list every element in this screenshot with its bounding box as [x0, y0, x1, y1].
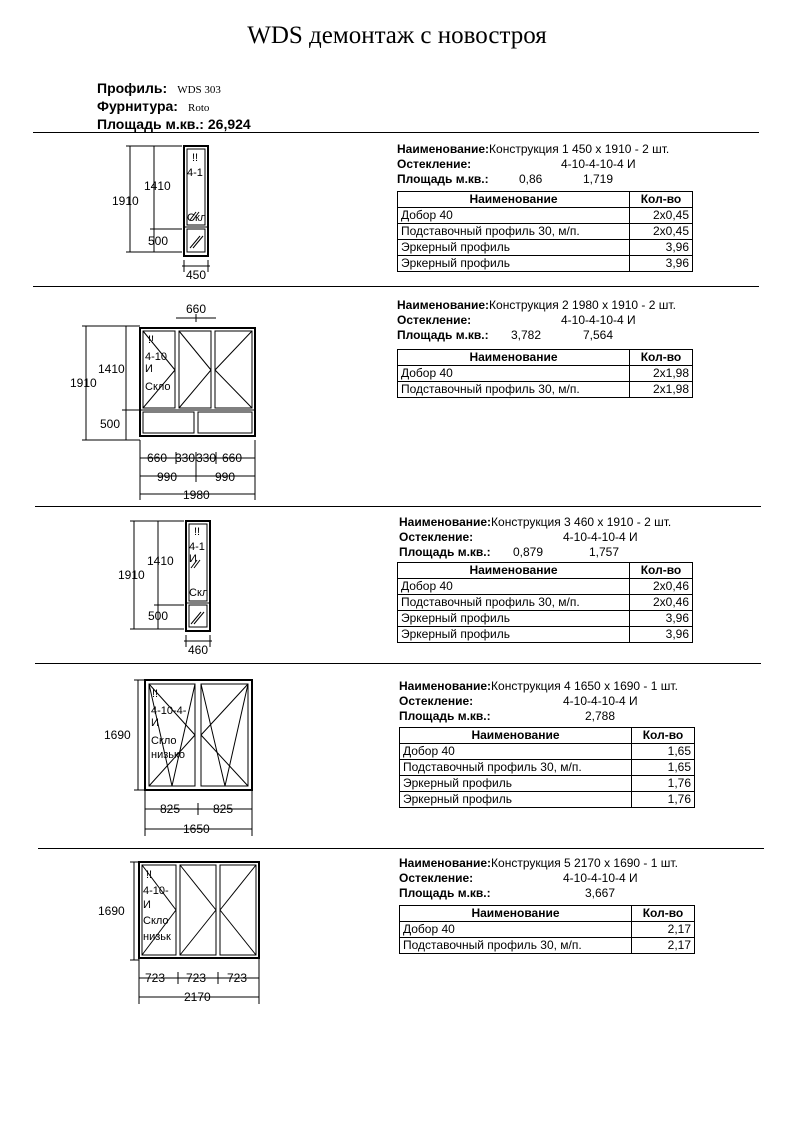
pane-glass: Скло — [143, 915, 169, 927]
col-name-header: Наименование — [398, 192, 630, 208]
item-qty: 3,96 — [630, 256, 693, 272]
construction-name: Конструкция 1 450 x 1910 - 2 шт. — [489, 142, 670, 156]
item-name: Добор 40 — [400, 744, 632, 760]
table-row — [400, 938, 695, 954]
area-label: Площадь м.кв.: — [399, 545, 491, 559]
pane-glazing: 4-10 — [145, 351, 168, 363]
dim-bottom: 500 — [148, 609, 169, 623]
item-name: Добор 40 — [400, 922, 632, 938]
dim-height: 1910 — [70, 376, 97, 390]
name-label: Наименование: — [397, 142, 490, 156]
construction-5-info — [399, 856, 678, 901]
area-value-2: 1,719 — [583, 172, 614, 186]
item-qty: 3,96 — [630, 240, 693, 256]
hardware-value: Roto — [187, 102, 210, 114]
pane-mark: !! — [152, 688, 159, 700]
col-qty-header: Кол-во — [630, 192, 693, 208]
area-value-2: 2,788 — [585, 709, 616, 723]
area-value-1: 0,879 — [513, 545, 544, 559]
pane-glazing: 4-10- — [143, 885, 169, 897]
dim-height: 1910 — [112, 194, 139, 208]
area-label: Площадь м.кв.: — [399, 709, 491, 723]
item-name: Эркерный профиль — [398, 240, 630, 256]
item-name: Эркерный профиль — [398, 627, 630, 643]
dim-a: 723 — [145, 971, 166, 985]
dim-top: 1410 — [98, 362, 125, 376]
item-qty: 2,17 — [632, 938, 695, 954]
dim-height: 1690 — [104, 728, 131, 742]
area-value-2: 3,667 — [585, 886, 616, 900]
col-name-header: Наименование — [398, 350, 630, 366]
pane-glazing: 4-10-4- — [151, 705, 187, 717]
pane-low: низько — [151, 749, 186, 761]
item-qty: 2x0,45 — [630, 208, 693, 224]
name-label: Наименование: — [399, 679, 492, 693]
area-value-1: 3,782 — [511, 328, 542, 342]
construction-name: Конструкция 4 1650 x 1690 - 1 шт. — [491, 679, 678, 693]
glazing-value: 4-10-4-10-4 И — [561, 157, 636, 171]
dim-f: 990 — [215, 470, 236, 484]
pane-low: низьк — [143, 931, 171, 943]
item-name: Подставочный профиль 30, м/п. — [398, 595, 630, 611]
dim-b: 825 — [213, 802, 234, 816]
hardware-label: Фурнитура: — [97, 98, 178, 114]
dim-height: 1910 — [118, 568, 145, 582]
area-label: Площадь м.кв.: — [397, 172, 489, 186]
dim-height: 1690 — [98, 904, 125, 918]
total-area-value: 26,924 — [207, 116, 251, 132]
construction-name: Конструкция 2 1980 x 1910 - 2 шт. — [489, 298, 676, 312]
dim-bottom: 500 — [100, 417, 121, 431]
col-name-header: Наименование — [400, 728, 632, 744]
item-name: Подставочный профиль 30, м/п. — [398, 224, 630, 240]
glazing-label: Остекление: — [399, 530, 474, 544]
item-qty: 2x0,46 — [630, 595, 693, 611]
col-qty-header: Кол-во — [630, 350, 693, 366]
area-label: Площадь м.кв.: — [399, 886, 491, 900]
dim-a: 825 — [160, 802, 181, 816]
glazing-value: 4-10-4-10-4 И — [563, 530, 638, 544]
item-qty: 2x1,98 — [630, 382, 693, 398]
construction-name: Конструкция 3 460 x 1910 - 2 шт. — [491, 515, 672, 529]
glazing-value: 4-10-4-10-4 И — [561, 313, 636, 327]
pane-glazing: 4-1 — [189, 541, 205, 553]
profile-value: WDS 303 — [177, 84, 221, 96]
area-value-2: 7,564 — [583, 328, 614, 342]
pane-glass: Скло — [151, 735, 177, 747]
col-qty-header: Кол-во — [632, 728, 695, 744]
page-title: WDS демонтаж с новостроя — [247, 22, 547, 49]
dim-bottom: 500 — [148, 234, 169, 248]
pane-mark: !! — [148, 334, 155, 346]
dim-c: 723 — [227, 971, 248, 985]
glazing-label: Остекление: — [399, 871, 474, 885]
name-label: Наименование: — [399, 515, 492, 529]
item-qty: 3,96 — [630, 627, 693, 643]
glazing-label: Остекление: — [397, 157, 472, 171]
pane-glass: Скл — [189, 587, 209, 599]
dim-e: 990 — [157, 470, 178, 484]
item-qty: 1,65 — [632, 744, 695, 760]
dim-a: 660 — [147, 451, 168, 465]
dim-width: 460 — [188, 643, 209, 657]
item-name: Подставочный профиль 30, м/п. — [400, 760, 632, 776]
dim-top: 1410 — [147, 554, 174, 568]
pane-mark: !! — [146, 869, 153, 881]
pane-glass: Скл — [187, 212, 207, 224]
dim-width: 1650 — [183, 822, 210, 836]
item-qty: 1,76 — [632, 776, 695, 792]
item-name: Подставочный профиль 30, м/п. — [398, 382, 630, 398]
item-name: Эркерный профиль — [400, 776, 632, 792]
area-value-2: 1,757 — [589, 545, 620, 559]
dim-b: 723 — [186, 971, 207, 985]
item-qty: 1,76 — [632, 792, 695, 808]
pane-i: И — [145, 363, 153, 375]
item-qty: 3,96 — [630, 611, 693, 627]
items-table — [399, 905, 695, 954]
glazing-value: 4-10-4-10-4 И — [563, 694, 638, 708]
pane-glass: Скло — [145, 381, 171, 393]
table-row — [400, 922, 695, 938]
col-name-header: Наименование — [398, 563, 630, 579]
item-qty: 2x0,45 — [630, 224, 693, 240]
name-label: Наименование: — [399, 856, 492, 870]
area-label: Площадь м.кв.: — [397, 328, 489, 342]
item-name: Добор 40 — [398, 579, 630, 595]
glazing-label: Остекление: — [399, 694, 474, 708]
item-qty: 2x0,46 — [630, 579, 693, 595]
dim-top-width: 660 — [186, 302, 207, 316]
pane-mark: !! — [192, 152, 199, 164]
pane-i: И — [151, 717, 159, 729]
construction-name: Конструкция 5 2170 x 1690 - 1 шт. — [491, 856, 678, 870]
col-qty-header: Кол-во — [632, 906, 695, 922]
dim-width: 1980 — [183, 488, 210, 502]
name-label: Наименование: — [397, 298, 490, 312]
profile-label: Профиль: — [97, 80, 168, 96]
item-name: Эркерный профиль — [400, 792, 632, 808]
dim-c: 330 — [196, 451, 217, 465]
dim-d: 660 — [222, 451, 243, 465]
item-qty: 1,65 — [632, 760, 695, 776]
dim-width: 2170 — [184, 990, 211, 1004]
dim-top: 1410 — [144, 179, 171, 193]
col-name-header: Наименование — [400, 906, 632, 922]
glazing-value: 4-10-4-10-4 И — [563, 871, 638, 885]
item-qty: 2x1,98 — [630, 366, 693, 382]
item-name: Эркерный профиль — [398, 611, 630, 627]
pane-mark: !! — [194, 526, 201, 538]
glazing-label: Остекление: — [397, 313, 472, 327]
item-qty: 2,17 — [632, 922, 695, 938]
pane-i: И — [143, 899, 151, 911]
col-qty-header: Кол-во — [630, 563, 693, 579]
dim-width: 450 — [186, 268, 207, 282]
item-name: Подставочный профиль 30, м/п. — [400, 938, 632, 954]
dim-b: 330 — [175, 451, 196, 465]
item-name: Эркерный профиль — [398, 256, 630, 272]
item-name: Добор 40 — [398, 366, 630, 382]
pane-glazing: 4-1 — [187, 167, 203, 179]
item-name: Добор 40 — [398, 208, 630, 224]
pane-i: И — [189, 553, 197, 565]
total-area-label: Площадь м.кв.: — [97, 116, 204, 132]
area-value-1: 0,86 — [519, 172, 543, 186]
